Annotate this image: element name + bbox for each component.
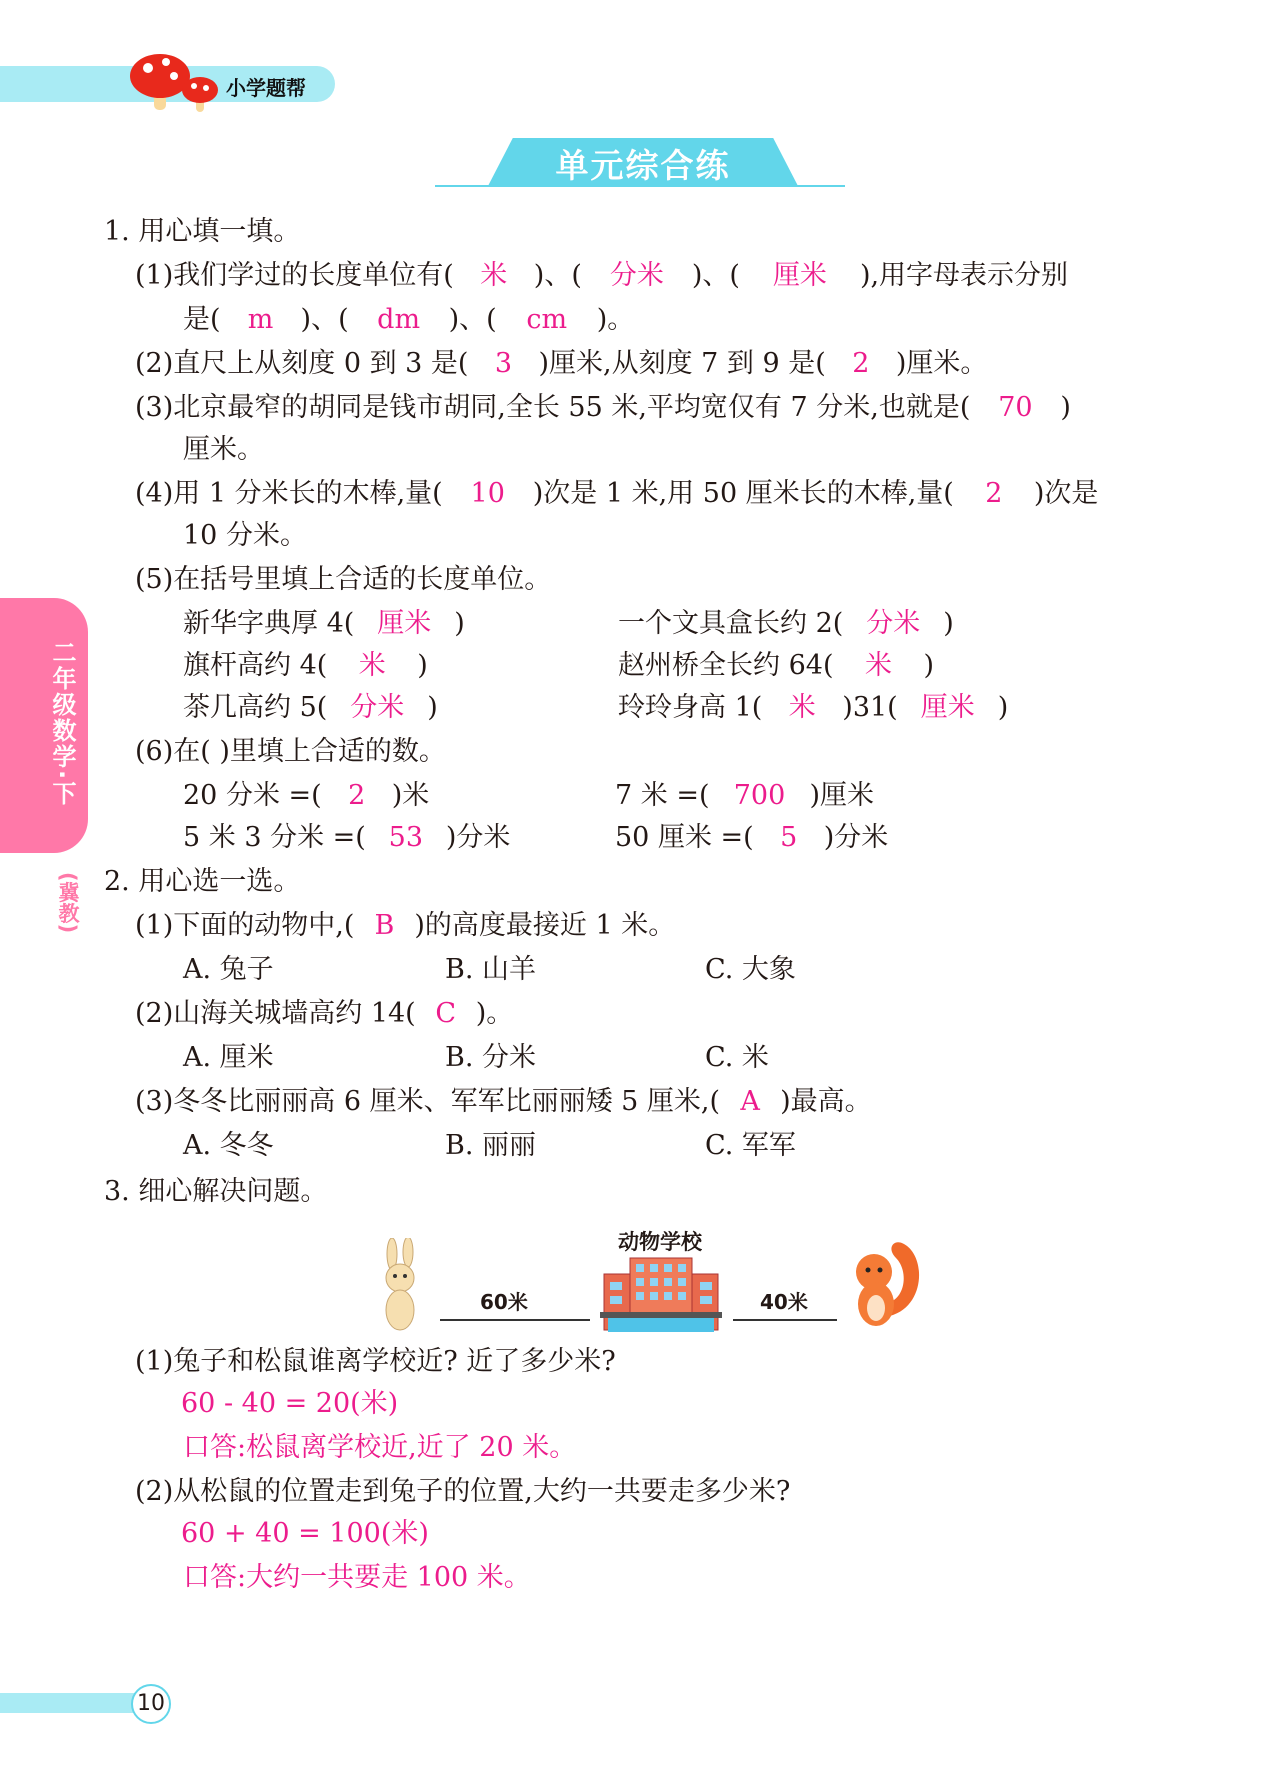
q2-heading: 2. 用心选一选。: [104, 866, 301, 897]
q2-p3: (3)冬冬比丽丽高 6 厘米、军军比丽丽矮 5 厘米,( A )最高。: [135, 1086, 872, 1117]
q3-p1-answer: 口答:松鼠离学校近,近了 20 米。: [183, 1432, 577, 1463]
mushroom-icon: [128, 46, 224, 116]
q2-p2: (2)山海关城墙高约 14( C )。: [135, 998, 514, 1029]
option: A. 冬冬: [183, 1130, 274, 1161]
q3-heading: 3. 细心解决问题。: [104, 1176, 328, 1207]
option: C. 军军: [705, 1130, 796, 1161]
q1-p5-item: 一个文具盒长约 2( 分米 ): [618, 608, 954, 639]
side-tab-sub: (冀教): [56, 872, 80, 934]
option: B. 山羊: [445, 954, 537, 985]
option: C. 米: [705, 1042, 769, 1073]
q1-heading: 1. 用心填一填。: [104, 216, 301, 247]
q1-p6-item: 50 厘米 =( 5 )分米: [615, 822, 889, 853]
distance-line-left: [440, 1319, 590, 1321]
brand-name: 小学题帮: [226, 76, 306, 100]
q1-p3-line2: 厘米。: [183, 434, 264, 465]
page-title: 单元综合练: [555, 146, 731, 185]
q1-p4-line1: (4)用 1 分米长的木棒,量( 10 )次是 1 米,用 50 厘米长的木棒,量( 2 )次是: [135, 478, 1099, 509]
squirrel-icon: [846, 1236, 924, 1332]
q1-p5-item: 玲玲身高 1( 米 )31( 厘米 ): [618, 692, 1009, 723]
option: A. 兔子: [183, 954, 274, 985]
q3-p2-answer: 口答:大约一共要走 100 米。: [183, 1562, 531, 1593]
q1-p1-line2: 是( m )、( dm )、( cm )。: [183, 304, 635, 335]
q1-p5-item: 新华字典厚 4( 厘米 ): [183, 608, 465, 639]
q1-p6-item: 5 米 3 分米 =( 53 )分米: [183, 822, 511, 853]
distance-label-right: 40米: [760, 1290, 808, 1314]
q3-p1-calc: 60 - 40 = 20(米): [181, 1388, 399, 1419]
q1-p6-item: 20 分米 =( 2 )米: [183, 780, 430, 811]
q2-p1: (1)下面的动物中,( B )的高度最接近 1 米。: [135, 910, 676, 941]
q3-p1-question: (1)兔子和松鼠谁离学校近? 近了多少米?: [135, 1346, 616, 1377]
rabbit-icon: [372, 1238, 432, 1334]
school-building-icon: [600, 1254, 722, 1336]
option: B. 分米: [445, 1042, 537, 1073]
footer-band: [0, 1693, 150, 1713]
q1-p5-item: 茶几高约 5( 分米 ): [183, 692, 438, 723]
q1-p3-line1: (3)北京最窄的胡同是钱市胡同,全长 55 米,平均宽仅有 7 分米,也就是( 70 ): [135, 392, 1071, 423]
q1-p2: (2)直尺上从刻度 0 到 3 是( 3 )厘米,从刻度 7 到 9 是( 2 )厘米。: [135, 348, 988, 379]
q1-p6-item: 7 米 =( 700 )厘米: [615, 780, 875, 811]
school-label: 动物学校: [618, 1230, 702, 1254]
option: A. 厘米: [183, 1042, 274, 1073]
side-tab-label: 二年级数学·下: [48, 640, 76, 808]
option: C. 大象: [705, 954, 796, 985]
distance-label-left: 60米: [480, 1290, 528, 1314]
q1-p6-heading: (6)在( )里填上合适的数。: [135, 736, 446, 767]
q1-p5-item: 旗杆高约 4( 米 ): [183, 650, 428, 681]
q1-p5-item: 赵州桥全长约 64( 米 ): [618, 650, 935, 681]
q3-p2-question: (2)从松鼠的位置走到兔子的位置,大约一共要走多少米?: [135, 1476, 791, 1507]
q1-p1-line1: (1)我们学过的长度单位有( 米 )、( 分米 )、( 厘米 ),用字母表示分别: [135, 260, 1069, 291]
page-number: 10: [131, 1684, 171, 1724]
q3-p2-calc: 60 + 40 = 100(米): [181, 1518, 429, 1549]
q1-p4-line2: 10 分米。: [183, 520, 307, 551]
q1-p5-heading: (5)在括号里填上合适的长度单位。: [135, 564, 552, 595]
option: B. 丽丽: [445, 1130, 537, 1161]
distance-line-right: [733, 1319, 837, 1321]
